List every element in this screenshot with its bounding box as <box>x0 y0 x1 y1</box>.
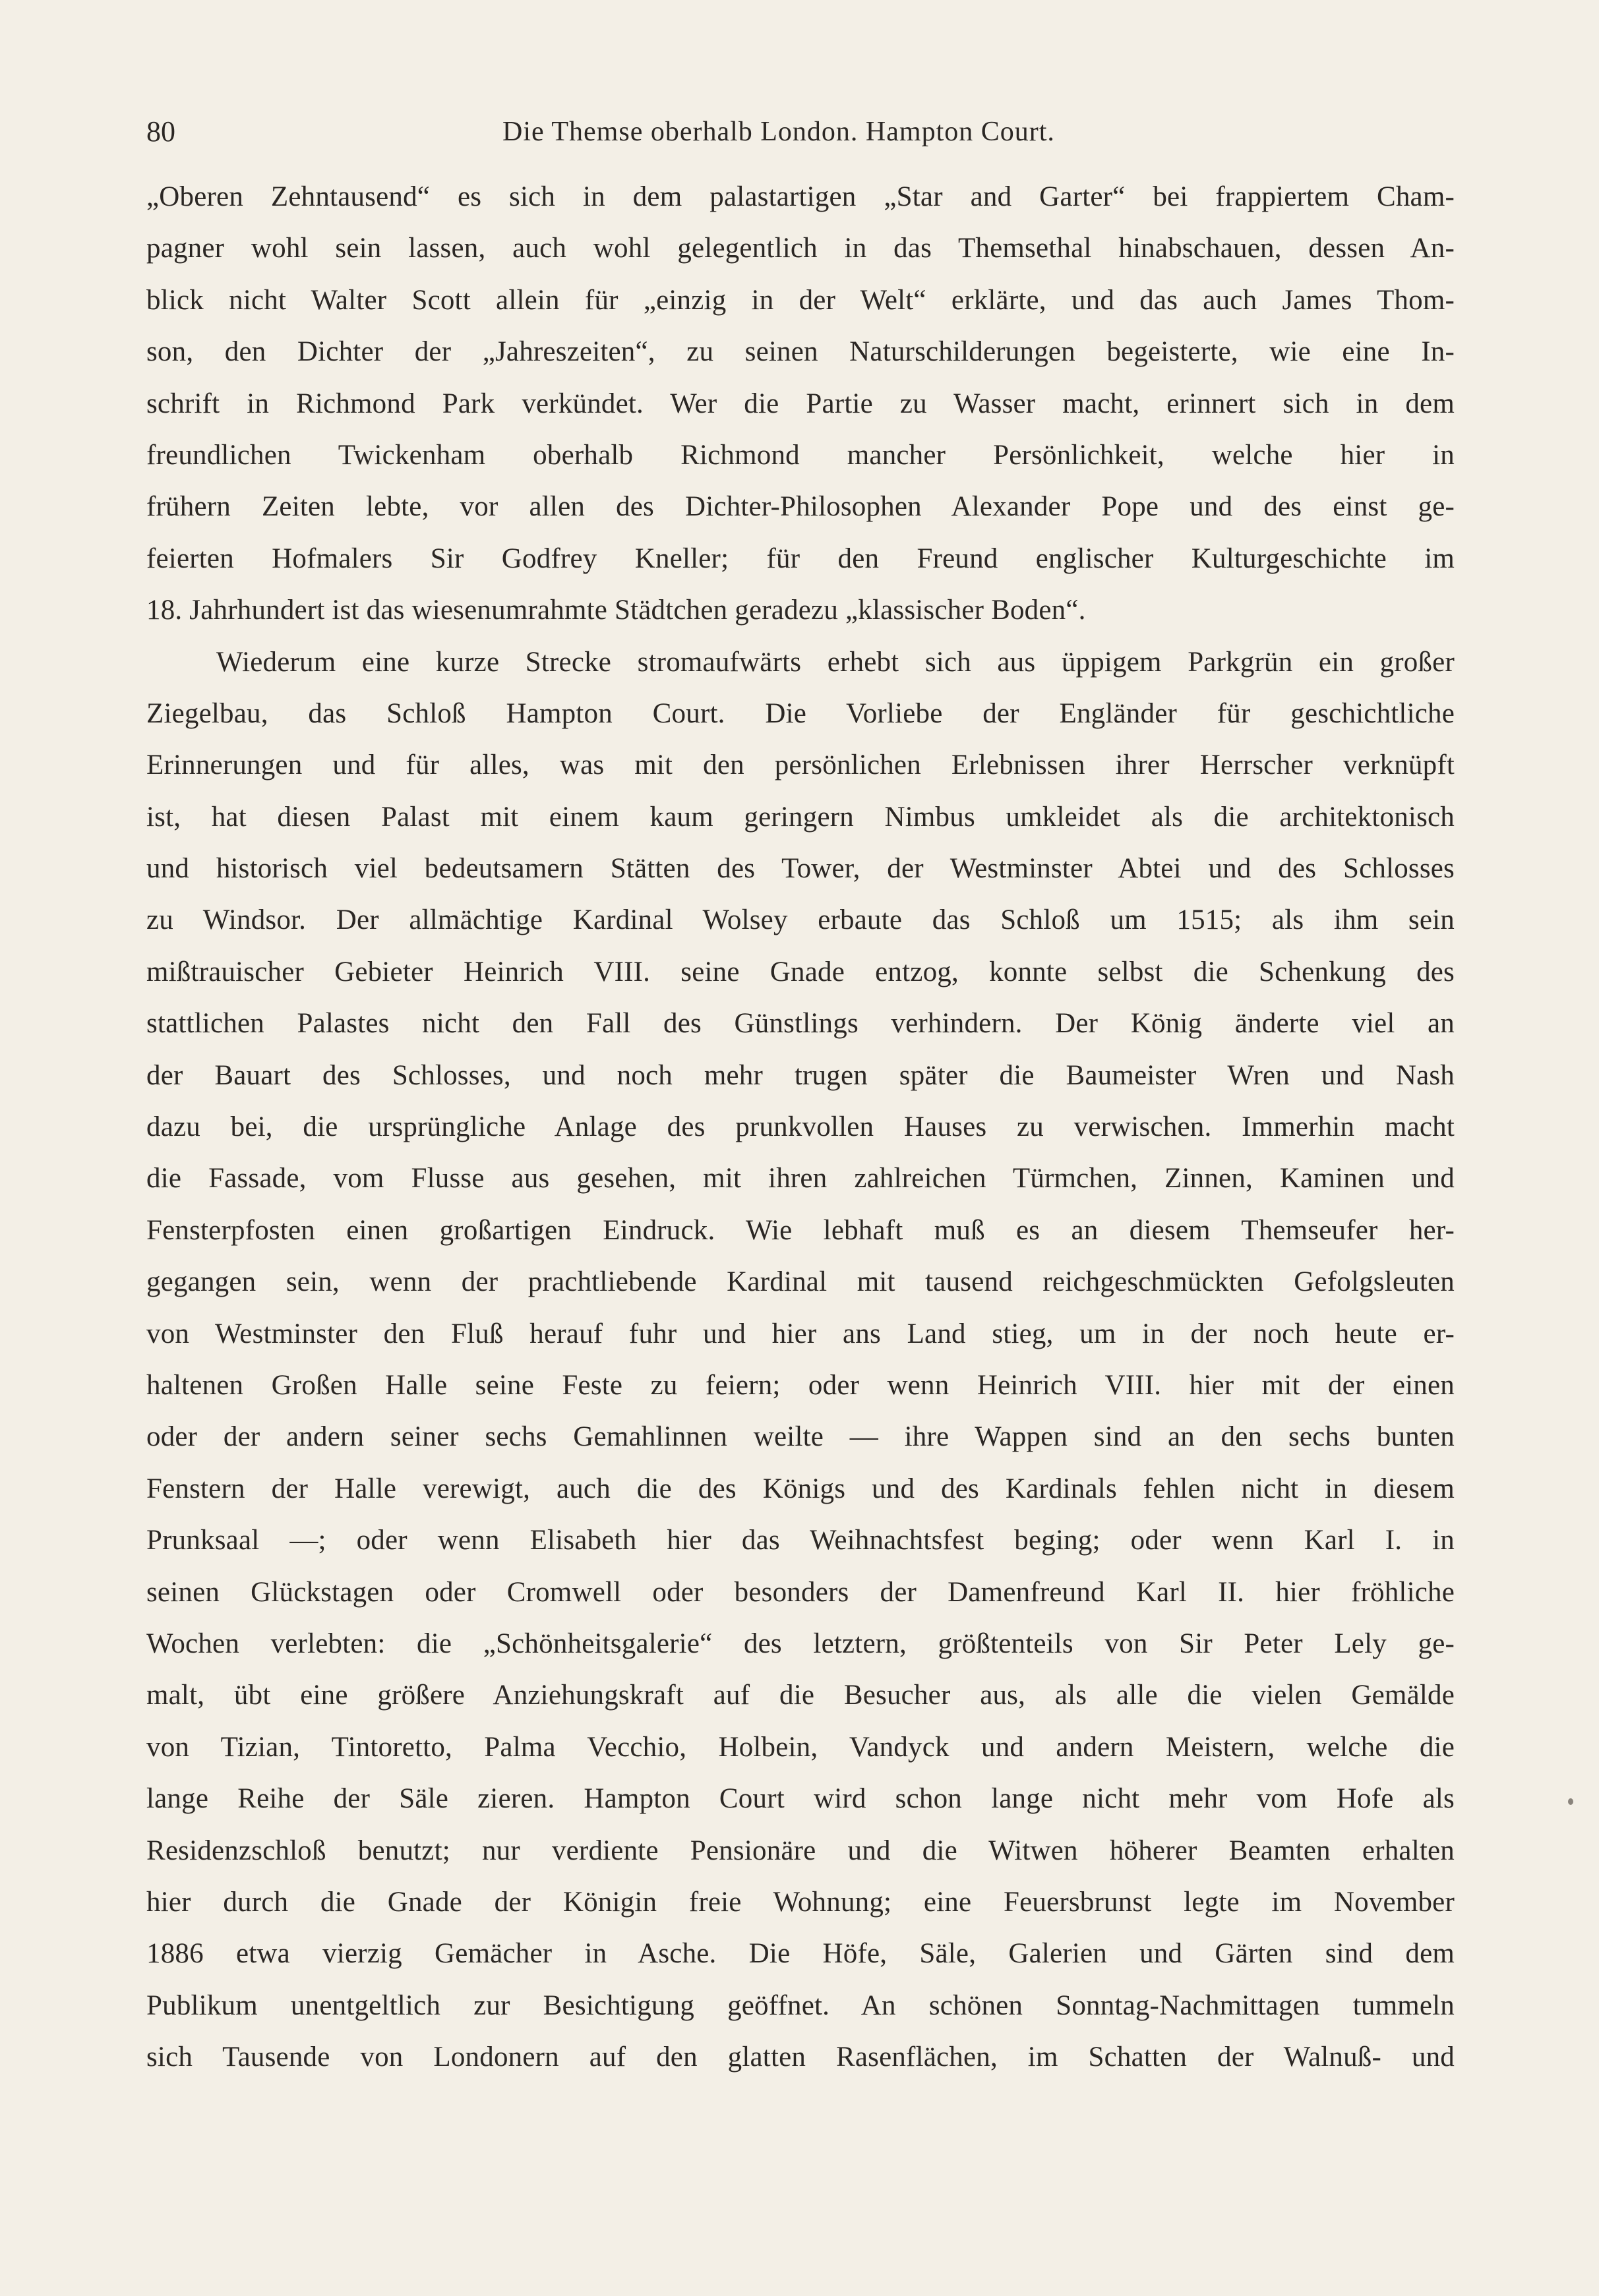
text-line: zu Windsor. Der allmächtige Kardinal Wolsey erbaute das Schloß um 1515; als ihm sein <box>146 904 1455 936</box>
text-line: sich Tausende von Londonern auf den glatten Rasenflächen, im Schatten der Walnuß- und <box>146 2042 1455 2073</box>
text-line: seinen Glückstagen oder Cromwell oder besonders der Damenfreund Karl II. hier fröhliche <box>146 1576 1455 1608</box>
text-line: malt, übt eine größere Anziehungskraft auf die Besucher aus, als alle die vielen Gemälde <box>146 1680 1455 1711</box>
running-title: Die Themse oberhalb London. Hampton Court. <box>502 117 1055 147</box>
text-line: Prunksaal —; oder wenn Elisabeth hier das Weihnachtsfest beging; oder wenn Karl I. in <box>146 1525 1455 1556</box>
text-line: 18. Jahrhundert ist das wiesenumrahmte Städtchen geradezu „klassischer Boden“. <box>146 595 1086 626</box>
text-line: und historisch viel bedeutsamern Stätten des Tower, der Westminster Abtei und des Schlosses <box>146 853 1455 885</box>
margin-speck <box>1568 1798 1573 1805</box>
text-line: oder der andern seiner sechs Gemahlinnen weilte — ihre Wappen sind an den sechs bunten <box>146 1421 1455 1453</box>
page-header <box>146 105 1109 158</box>
text-line: lange Reihe der Säle zieren. Hampton Court wird schon lange nicht mehr vom Hofe als <box>146 1783 1455 1815</box>
text-line: Fenstern der Halle verewigt, auch die des Königs und des Kardinals fehlen nicht in diesem <box>146 1473 1455 1504</box>
text-line: von Westminster den Fluß herauf fuhr und hier ans Land stieg, um in der noch heute er- <box>146 1318 1455 1349</box>
text-line: blick nicht Walter Scott allein für „einzig in der Welt“ erklärte, und das auch James Thom- <box>146 284 1455 316</box>
text-line: 1886 etwa vierzig Gemächer in Asche. Die Höfe, Säle, Galerien und Gärten sind dem <box>146 1938 1455 1970</box>
text-line: von Tizian, Tintoretto, Palma Vecchio, Holbein, Vandyck und andern Meistern, welche die <box>146 1731 1455 1763</box>
text-line: Fensterpfosten einen großartigen Eindruck. Wie lebhaft muß es an diesem Themseufer her- <box>146 1214 1455 1246</box>
text-line: ist, hat diesen Palast mit einem kaum geringern Nimbus umkleidet als die architektonisch <box>146 801 1455 833</box>
text-line: Ziegelbau, das Schloß Hampton Court. Die Vorliebe der Engländer für geschichtliche <box>146 697 1455 729</box>
text-line: freundlichen Twickenham oberhalb Richmond mancher Persönlichkeit, welche hier in <box>146 439 1455 471</box>
text-line: der Bauart des Schlosses, und noch mehr trugen später die Baumeister Wren und Nash <box>146 1059 1455 1091</box>
text-line: Publikum unentgeltlich zur Besichtigung geöffnet. An schönen Sonntag-Nachmittagen tummeln <box>146 1989 1455 2021</box>
text-line: feierten Hofmalers Sir Godfrey Kneller; für den Freund englischer Kulturgeschichte im <box>146 543 1455 574</box>
text-line: frühern Zeiten lebte, vor allen des Dichter-Philosophen Alexander Pope und des einst ge- <box>146 491 1455 523</box>
text-line: son, den Dichter der „Jahreszeiten“, zu seinen Naturschilderungen begeisterte, wie eine In- <box>146 336 1455 368</box>
text-line: Wochen verlebten: die „Schönheitsgalerie“ des letztern, größtenteils von Sir Peter Lely ge- <box>146 1628 1455 1659</box>
text-line: pagner wohl sein lassen, auch wohl gelegentlich in das Themsethal hinabschauen, dessen An- <box>146 233 1455 264</box>
text-line: gegangen sein, wenn der prachtliebende Kardinal mit tausend reichgeschmückten Gefolgsleuten <box>146 1266 1455 1298</box>
page-number: 80 <box>146 115 175 148</box>
text-line: stattlichen Palastes nicht den Fall des Günstlings verhindern. Der König änderte viel an <box>146 1008 1455 1040</box>
text-line: haltenen Großen Halle seine Feste zu feiern; oder wenn Heinrich VIII. hier mit der einen <box>146 1369 1455 1401</box>
text-line: schrift in Richmond Park verkündet. Wer die Partie zu Wasser macht, erinnert sich in dem <box>146 388 1455 419</box>
text-line: Wiederum eine kurze Strecke stromaufwärts erhebt sich aus üppigem Parkgrün ein großer <box>216 646 1455 678</box>
text-line: Residenzschloß benutzt; nur verdiente Pensionäre und die Witwen höherer Beamten erhalten <box>146 1835 1455 1866</box>
text-line: mißtrauischer Gebieter Heinrich VIII. seine Gnade entzog, konnte selbst die Schenkung des <box>146 956 1455 987</box>
body-text <box>146 171 1455 2083</box>
text-line: dazu bei, die ursprüngliche Anlage des prunkvollen Hauses zu verwischen. Immerhin macht <box>146 1111 1455 1143</box>
text-line: „Oberen Zehntausend“ es sich in dem palastartigen „Star and Garter“ bei frappiertem Cham- <box>146 181 1455 212</box>
text-line: Erinnerungen und für alles, was mit den persönlichen Erlebnissen ihrer Herrscher verknüpft <box>146 750 1455 781</box>
text-line: hier durch die Gnade der Königin freie Wohnung; eine Feuersbrunst legte im November <box>146 1886 1455 1918</box>
text-line: die Fassade, vom Flusse aus gesehen, mit ihren zahlreichen Türmchen, Zinnen, Kaminen und <box>146 1163 1455 1194</box>
